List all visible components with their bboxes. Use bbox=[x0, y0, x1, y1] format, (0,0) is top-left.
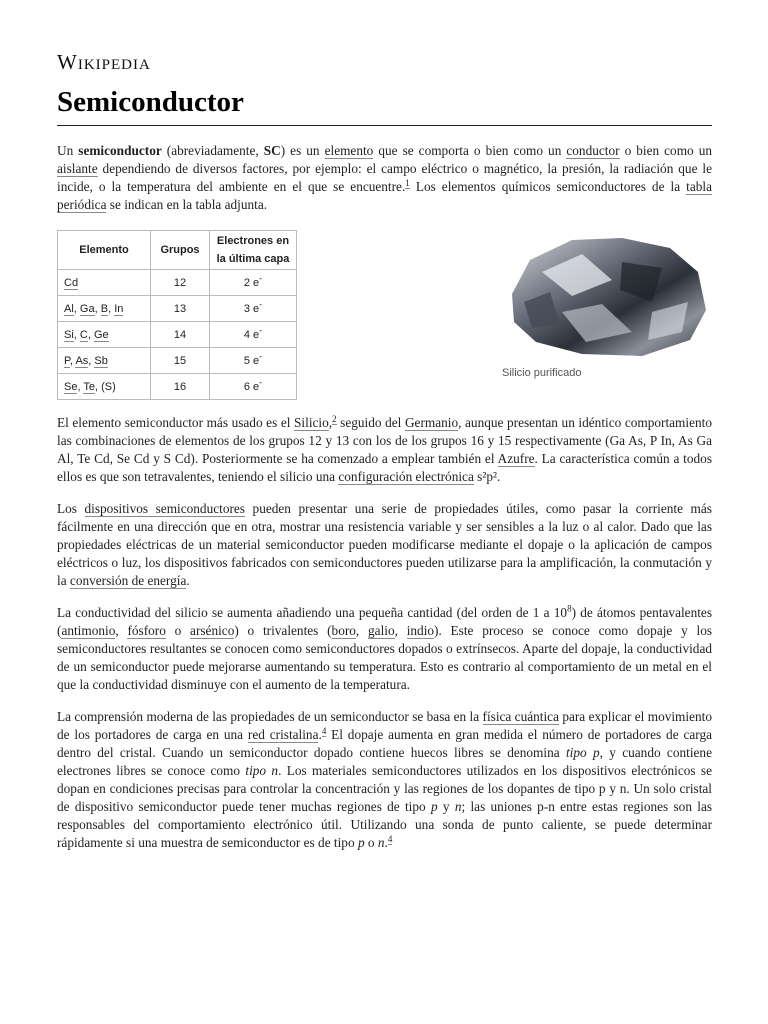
header-grupos: Grupos bbox=[151, 231, 210, 270]
reference-2[interactable]: 2 bbox=[332, 413, 337, 424]
link-galio[interactable]: galio bbox=[368, 623, 395, 638]
element-link[interactable]: Ge bbox=[93, 328, 109, 341]
reference-1[interactable]: 1 bbox=[405, 177, 410, 188]
element-link[interactable]: In bbox=[114, 302, 124, 315]
group-cell: 14 bbox=[151, 322, 210, 348]
table-row bbox=[58, 322, 297, 348]
wikipedia-logo[interactable]: Wikipedia bbox=[57, 50, 151, 74]
element-link[interactable]: Te bbox=[83, 380, 96, 393]
group-cell: 12 bbox=[151, 270, 210, 296]
bold-abbr: SC bbox=[263, 143, 281, 158]
link-dispositivos-semiconductores[interactable]: dispositivos semiconductores bbox=[84, 501, 245, 516]
group-cell: 13 bbox=[151, 296, 210, 322]
element-link[interactable]: Si bbox=[64, 328, 74, 341]
electrons-cell: 3 e- bbox=[210, 296, 297, 322]
table-row bbox=[58, 348, 297, 374]
table-row bbox=[58, 296, 297, 322]
intro-paragraph: Un semiconductor (abreviadamente, SC) es un elemento que se comporta o bien como un conductor o bien como un aislante dependiendo de diversos factores, por ejemplo: el campo eléctrico o magnético, la presión, la radiación que le incide, o la temperatura del ambiente en el que se encuentre.$^1$ Los elementos químicos semiconductores de la tabla periódica se indican en la tabla adjunta. bbox=[57, 143, 713, 212]
header-electrones: Electrones en la última capa bbox=[210, 231, 297, 270]
element-cell: Al, Ga, B, In bbox=[58, 296, 151, 322]
link-silicio[interactable]: Silicio bbox=[294, 415, 329, 430]
element-link[interactable]: Al bbox=[64, 302, 74, 315]
reference-3[interactable]: 4 bbox=[321, 725, 327, 736]
exponent: 8 bbox=[567, 603, 572, 614]
element-link[interactable]: P bbox=[64, 354, 70, 367]
bold-term: semiconductor bbox=[78, 143, 162, 158]
link-boro[interactable]: boro bbox=[331, 623, 356, 638]
paragraph-5: La comprensión moderna de las propiedades de un semiconductor se basa en la física cuántica para explicar el movimiento de los portadores de carga en una red cristalina.$^4$ El dopaje aumenta en gran medida el número de portadores de carga dentro del cristal. Cuando un semiconductor dopado contiene huecos libres se denomina tipo p, y cuando contiene electrones libres se conoce como tipo n. Los materiales semiconductores utilizados en los dispositivos electrónicos se dopan en condiciones precisas para controlar la concentración y las regiones de los dopantes de tipo p y n. Un solo cristal de dispositivo semiconductor puede tener muchas regiones de tipo p y n; las uniones p-n entre estas regiones son las responsables del comportamiento electrónico útil. Utilizando una sonda de punto caliente, se puede determinar rápidamente si una muestra de semiconductor es de tipo p o n.$^4$ bbox=[57, 709, 713, 850]
element-link[interactable]: Se bbox=[64, 380, 78, 393]
element-link[interactable]: Sb bbox=[94, 354, 108, 367]
link-fisica-cuantica[interactable]: física cuántica bbox=[482, 709, 559, 724]
element-cell: Se, Te, (S) bbox=[58, 374, 151, 400]
link-conductor[interactable]: conductor bbox=[566, 143, 620, 158]
title-divider bbox=[57, 125, 712, 126]
link-arsenico[interactable]: arsénico bbox=[190, 623, 235, 638]
article-body bbox=[57, 142, 712, 852]
group-cell: 15 bbox=[151, 348, 210, 374]
link-azufre[interactable]: Azufre bbox=[497, 451, 535, 466]
silicon-rock-image[interactable] bbox=[502, 232, 712, 360]
link-indio[interactable]: indio bbox=[406, 623, 435, 638]
table-row bbox=[58, 374, 297, 400]
element-cell: Si, C, Ge bbox=[58, 322, 151, 348]
paragraph-3: Los dispositivos semiconductores pueden presentar una serie de propiedades útiles, como pasar la corriente más fácilmente en una dirección que en otra, mostrar una resistencia variable y ser sensibles a la luz o al calor. Dado que las propiedades eléctricas de un material semiconductor pueden modificarse mediante el dopaje o la aplicación de campos eléctricos o luz, los dispositivos fabricados con semiconductores pueden utilizarse para la amplificación, la conmutación y la conversión de energía. bbox=[57, 501, 712, 588]
link-conversion-energia[interactable]: conversión de energía bbox=[69, 573, 187, 588]
element-link[interactable]: C bbox=[79, 328, 88, 341]
reference-4[interactable]: 4 bbox=[387, 833, 393, 844]
paragraph-2: El elemento semiconductor más usado es el Silicio,$^2$ seguido del Germanio, aunque presentan un idéntico comportamiento las combinaciones de elementos de los grupos 12 y 13 con los de los grupos 16 y 15 respectivamente (Ga As, P In, As Ga Al, Te Cd, Se Cd y S Cd). Posteriormente se ha comenzado a emplear también el Azufre. La característica común a todos ellos es que son tetravalentes, teniendo el silicio una configuración electrónica s²p². bbox=[57, 413, 712, 484]
table-row bbox=[58, 270, 297, 296]
link-tabla-periodica[interactable]: tabla periódica bbox=[57, 179, 712, 212]
element-cell: P, As, Sb bbox=[58, 348, 151, 374]
electrons-cell: 4 e- bbox=[210, 322, 297, 348]
header-elemento: Elemento bbox=[58, 231, 151, 270]
link-configuracion-electronica[interactable]: configuración electrónica bbox=[338, 469, 474, 484]
electrons-cell: 5 e- bbox=[210, 348, 297, 374]
link-aislante[interactable]: aislante bbox=[57, 161, 98, 176]
element-link[interactable]: B bbox=[100, 302, 109, 315]
link-elemento[interactable]: elemento bbox=[324, 143, 374, 158]
element-link[interactable]: Cd bbox=[64, 276, 79, 289]
group-cell: 16 bbox=[151, 374, 210, 400]
element-text: (S) bbox=[101, 380, 116, 393]
element-link[interactable]: As bbox=[75, 354, 89, 367]
electrons-cell: 6 e- bbox=[210, 374, 297, 400]
element-link[interactable]: Ga bbox=[79, 302, 95, 315]
link-red-cristalina[interactable]: red cristalina bbox=[247, 727, 319, 742]
link-antimonio[interactable]: antimonio bbox=[61, 623, 116, 638]
figure-silicon bbox=[502, 232, 712, 382]
link-germanio[interactable]: Germanio bbox=[404, 415, 459, 430]
element-cell bbox=[58, 270, 151, 296]
paragraph-4: La conductividad del silicio se aumenta añadiendo una pequeña cantidad (del orden de 1 a $10^8$) de átomos pentavalentes (antimonio, fósforo o arsénico) o trivalentes (boro, galio, indio). Este proceso se conoce como dopaje y los semiconductores resultantes se conocen como semiconductores dopados o extrínsecos. Aparte del dopaje, la conductividad de un semiconductor puede mejorarse aumentando su temperatura. Esto es contrario al comportamiento de un metal en el que la conductividad disminuye con el aumento de la temperatura. bbox=[57, 603, 713, 692]
electrons-cell: 2 e- bbox=[210, 270, 297, 296]
elements-table bbox=[57, 230, 297, 400]
page-title: Semiconductor bbox=[57, 86, 244, 118]
figure-caption: Silicio purificado bbox=[502, 367, 582, 379]
link-fosforo[interactable]: fósforo bbox=[127, 623, 166, 638]
